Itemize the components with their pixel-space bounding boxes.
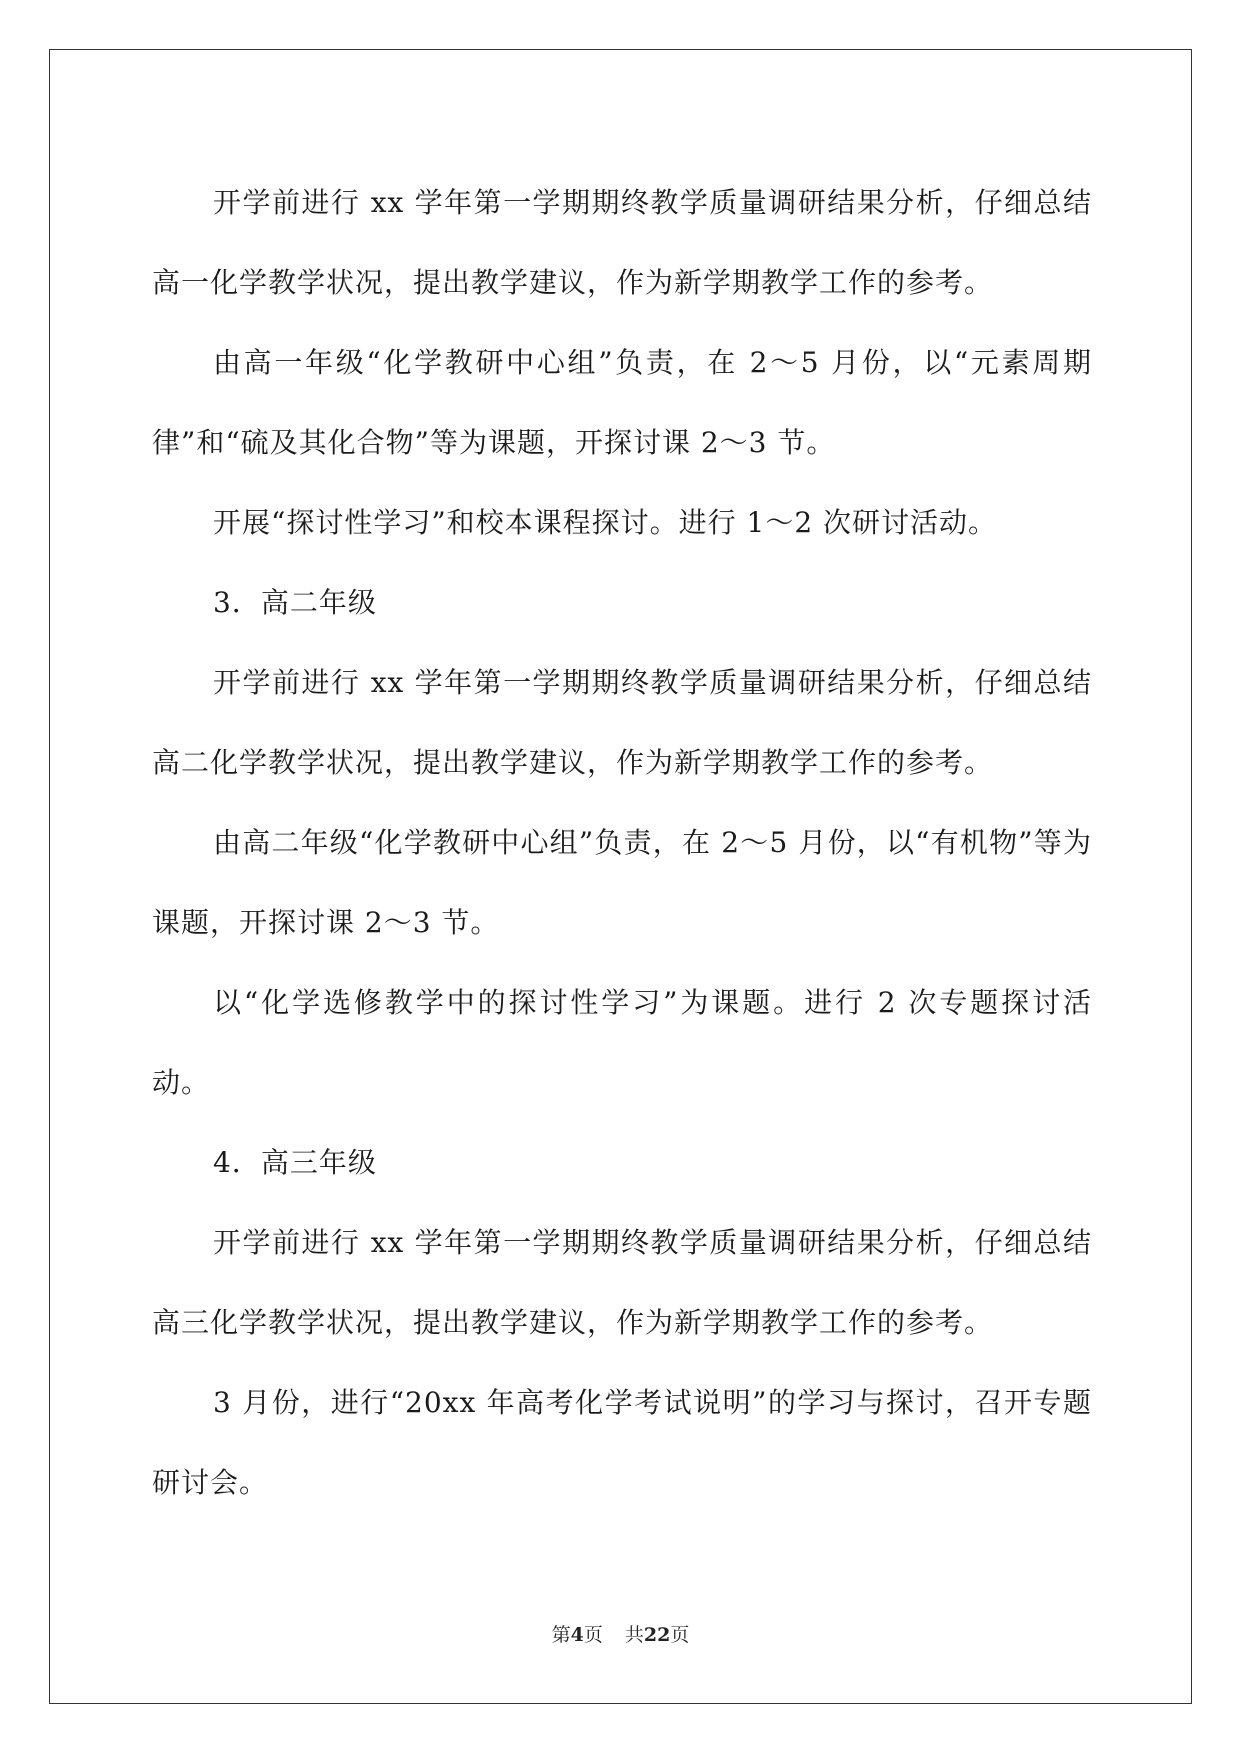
footer-total-suffix: 页 <box>670 1624 690 1646</box>
footer-page-prefix: 第 <box>551 1624 571 1646</box>
paragraph-grade2-research-group: 由高二年级“化学教研中心组”负责，在 2～5 月份，以“有机物”等为课题，开探讨课 2～3 节。 <box>152 826 1092 939</box>
footer-total-prefix: 共 <box>624 1624 644 1646</box>
paragraph-grade2-analysis: 开学前进行 xx 学年第一学期期终教学质量调研结果分析，仔细总结高二化学教学状况，提出教学建议，作为新学期教学工作的参考。 <box>152 666 1092 779</box>
document-body <box>152 163 1092 1523</box>
paragraph-grade1-research-group: 由高一年级“化学教研中心组”负责，在 2～5 月份，以“元素周期律”和“硫及其化合物”等为课题，开探讨课 2～3 节。 <box>152 346 1092 459</box>
paragraph-grade1-analysis: 开学前进行 xx 学年第一学期期终教学质量调研结果分析，仔细总结高一化学教学状况，提出教学建议，作为新学期教学工作的参考。 <box>152 186 1092 299</box>
footer-page-suffix: 页 <box>583 1624 603 1646</box>
page-footer <box>0 1620 1241 1647</box>
paragraph-grade1-inquiry-learning: 开展“探讨性学习”和校本课程探讨。进行 1～2 次研讨活动。 <box>213 506 998 539</box>
paragraph-grade3-exam-seminar: 3 月份，进行“20xx 年高考化学考试说明”的学习与探讨，召开专题研讨会。 <box>152 1386 1092 1499</box>
footer-total-pages: 22 <box>643 1624 671 1646</box>
footer-page-number: 4 <box>570 1624 584 1646</box>
paragraph-grade3-analysis: 开学前进行 xx 学年第一学期期终教学质量调研结果分析，仔细总结高三化学教学状况，提出教学建议，作为新学期教学工作的参考。 <box>152 1226 1092 1339</box>
section-heading-grade3: 4．高三年级 <box>213 1146 377 1179</box>
section-heading-grade2: 3．高二年级 <box>213 586 377 619</box>
paragraph-grade2-elective-inquiry: 以“化学选修教学中的探讨性学习”为课题。进行 2 次专题探讨活动。 <box>152 986 1092 1099</box>
